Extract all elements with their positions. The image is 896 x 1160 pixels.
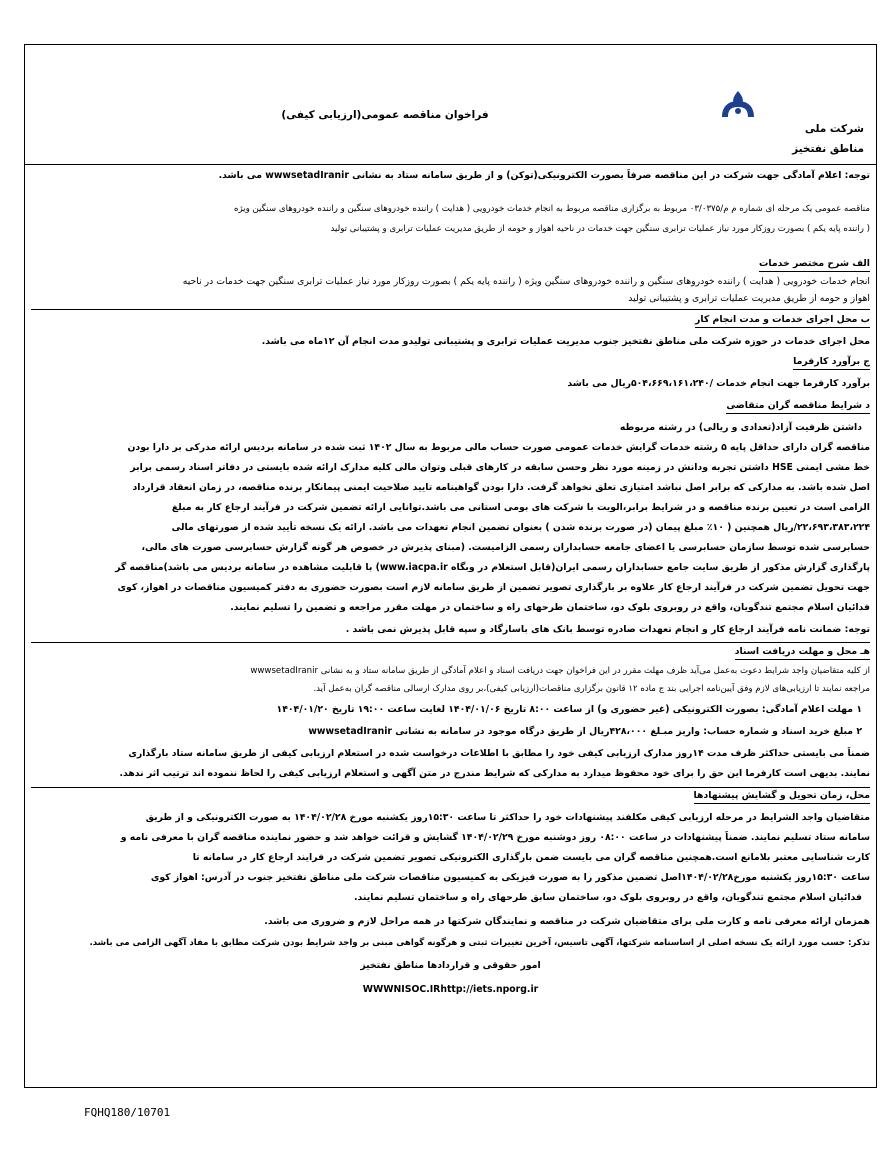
company-line-2: مناطق نفتخیز <box>792 143 864 155</box>
notice-header <box>25 45 876 165</box>
notice-line: الزامی است در تعیین برنده مناقصه و در شرایط برابر،الویت با شرکت های بومی استانی می باشد.توانایی ارائه تضمین شرکت در فرآیند ارجاع کار به مبلغ <box>171 502 870 513</box>
notice-line: حسابرسی شده توسط سازمان حسابرسی یا اعضای جامعه حسابداران رسمی الزامیست. (مبنای پذیرش در خصوص هر گونه گزارش حسابرسی صورت های مالی، <box>141 542 870 553</box>
notice-line: ۲۲،۶۹۳،۳۸۳،۲۲۴/ریال همچنین ( ۱۰٪ مبلغ پیمان (در صورت برنده شدن ) بعنوان تضمین انجام تعهدات می باشد. ارائه یک نسخه تأیید شده از صورتهای مالی <box>171 522 870 533</box>
notice-line: جهت تحویل تضمین شرکت در فرآیند ارجاع کار علاوه بر بارگذاری تصویر تضمین از طریق سامانه لازم است بصورت حضوری به دفتر کمیسیون مناقصات در اهواز، کوی <box>117 582 870 593</box>
notice-line: ضمناً می بایستی حداکثر ظرف مدت ۱۴روز مدارک ارزیابی کیفی خود را مطابق با اطلاعات درخواست شده در استعلام ارزیابی کیفی از طریق سامانه ستاد بارگذاری <box>128 748 870 759</box>
notice-line: اهواز و حومه از طریق مدیریت عملیات ترابری و پشتیبانی تولید <box>628 293 870 304</box>
notice-line: ۱ مهلت اعلام آمادگی: بصورت الکترونیکی (غیر حضوری و) از ساعت ۸:۰۰ تاریخ ۱۴۰۴/۰۱/۰۶ لغایت ساعت ۱۹:۰۰ تاریخ ۱۴۰۴/۰۱/۲۰ <box>276 704 862 715</box>
divider <box>31 787 870 788</box>
notice-frame <box>24 44 877 1088</box>
company-name <box>724 119 864 159</box>
website-line: WWWNISOC.IRhttp://iets.nporg.ir <box>362 984 539 995</box>
section-heading-d: د شرایط مناقصه گران متقاضی <box>31 399 870 414</box>
notice-body <box>31 165 870 1087</box>
document-code: FQHQ180/10701 <box>84 1106 171 1119</box>
notice-line: محل اجرای خدمات در حوزه شرکت ملی مناطق نفتخیز جنوب مدیریت عملیات ترابری و پشتیبانی تولیدو مدت انجام آن ۱۲ماه می باشد. <box>261 336 870 347</box>
notice-line: همزمان ارائه معرفی نامه و کارت ملی برای متقاضیان شرکت در مناقصه و نمایندگان شرکتها در همه مراحل لازم و ضروری می باشد. <box>264 916 870 927</box>
notice-line: ( راننده پایه یکم ) بصورت روزکار مورد نیاز عملیات ترابری سنگین جهت خدمات در ناحیه اهواز و حومه از طریق مدیریت عملیات ترابری و پشتیبانی تولید <box>330 224 870 234</box>
section-heading-b: ب محل اجرای خدمات و مدت انجام کار <box>31 313 870 328</box>
notice-line: توجه: اعلام آمادگی جهت شرکت در این مناقصه صرفاً بصورت الکترونیکی(توکن) و از طریق سامانه ستاد به نشانی wwwsetadIranir می باشد. <box>218 170 870 181</box>
notice-line: مناقصه گران دارای حداقل پایه ۵ رشته خدمات گرایش خدمات عمومی صورت حساب مالی مربوط به سال ۱۴۰۲ ثبت شده در سامانه بردیس ارائه مدرکی بر دارا بودن <box>127 442 870 453</box>
company-line-1: شرکت ملی <box>804 123 864 135</box>
nioc-logo-icon <box>718 89 758 119</box>
section-heading-a: الف شرح مختصر خدمات <box>31 257 870 272</box>
notice-line: انجام خدمات خودرویی ( هدایت ) راننده خودروهای سنگین و راننده خودروهای سنگین ویژه ( راننده پایه یکم ) بصورت روزکار مورد نیاز عملیات ترابری سنگین جهت خدمات در ناحیه <box>182 276 870 287</box>
notice-line: خط مشی ایمنی HSE داشتن تجربه ودانش در زمینه مورد نظر وحسن سابقه در کارهای قبلی وتوان مالی کلیه مدارک ارائه شده بایستی در دفاتر اسناد رسمی برابر <box>130 462 870 473</box>
notice-line: مناقصه عمومی یک مرحله ای شماره م م/۰۳/۰۳۷۵ مربوط به برگزاری مناقصه مربوط به انجام خدمات خودرویی ( هدایت ) راننده خودروهای سنگین و راننده خودروهای سنگین ویژه <box>233 204 870 214</box>
notice-line: کارت شناسایی معتبر بلامانع است.همچنین مناقصه گران می بایست ضمن بارگذاری الکترونیکی تصویر تضمین شرکت در فرایند ارجاع کار در سامانه تا <box>192 852 870 863</box>
section-heading-e: هـ محل و مهلت دریافت اسناد <box>31 645 870 660</box>
notice-line: مراجعه نمایند تا ارزیابی‌های لازم وفق آیین‌نامه اجرایی بند ج ماده ۱۲ قانون برگزاری مناقصات(ارزیابی کیفی)،بر روی مدارک ارسالی مناقصه گران به‌عمل آید. <box>313 684 870 694</box>
notice-line: تذکر: حسب مورد ارائه یک نسخه اصلی از اساسنامه شرکتها، آگهی تاسیس، آخرین تغییرات ثبتی و هرگونه گواهی مبنی بر واجد شرایط بودن شرکت مطابق با مفاد آگهی الزامی می باشد. <box>89 938 870 948</box>
notice-line: برآورد کارفرما جهت انجام خدمات /۵۰۴،۶۶۹،۱۶۱،۲۴۰ریال می باشد <box>567 378 870 389</box>
notice-line: فدائیان اسلام مجتمع تندگویان، واقع در روبروی بلوک دو، ساختمان سابق طرحهای راه و ساختمان تسلیم نمایند. <box>354 892 862 903</box>
notice-title: فراخوان مناقصه عمومی(ارزیابی کیفی) <box>281 109 489 121</box>
notice-line: داشتن ظرفیت آزاد(تعدادی و ریالی) در رشته مربوطه <box>619 422 862 433</box>
notice-line: توجه: ضمانت نامه فرآیند ارجاع کار و انجام تعهدات صادره توسط بانک های باسارگاد و سپه قابل پذیرش نمی باشد . <box>345 624 870 635</box>
notice-line: پارگذاری گزارش مذکور از طریق سایت جامع حسابداران رسمی ایران(قابل استعلام در وبگاه www.iacpa.ir) با قابلیت مشاهده در سامانه بردیس می باشد)مناقصه گر <box>115 562 870 573</box>
divider <box>31 309 870 310</box>
section-heading-c: ج برآورد کارفرما <box>31 355 870 370</box>
notice-line: از کلیه متقاضیان واجد شرایط دعوت به‌عمل می‌آید ظرف مهلت مقرر در این فراخوان جهت دریافت اسناد و اعلام آمادگی از طریق سامانه ستاد و به نشانی wwwsetadIranir <box>250 666 870 676</box>
notice-line: ساعت ۱۵:۳۰روز یکشنبه مورخ۱۴۰۴/۰۲/۲۸اصل تضمین مذکور را به صورت فیزیکی به کمیسیون مناقصات شرکت ملی مناطق نفتخیز جنوب در آدرس: اهواز کوی <box>150 872 870 883</box>
section-heading-f: محل، زمان تحویل و گشایش پیشنهادها <box>31 789 870 804</box>
notice-line: سامانه ستاد تسلیم نمایند. ضمناً پیشنهادات در ساعت ۰۸:۰۰ روز دوشنبه مورخ ۱۴۰۴/۰۲/۲۹ گشایش و قرائت خواهد شد و حضور نماینده مناقصه گران با معرفی نامه و <box>120 832 870 843</box>
divider <box>31 642 870 643</box>
notice-line: متقاضیان واجد الشرایط در مرحله ارزیابی کیفی مکلفند پیشنهادات خود را حداکثر تا ساعت ۱۵:۳۰روز یکشنبه مورخ ۱۴۰۴/۰۲/۲۸ به صورت الکترونیکی و از طریق <box>145 812 870 823</box>
notice-line: اصل شده باشد. به مدارکی که برابر اصل نباشد امتیازی تعلق نخواهد گرفت. دارا بودن گواهینامه تایید صلاحیت ایمنی پیمانکار برنده مناقصه، در زمان انعقاد قرارداد <box>132 482 870 493</box>
notice-line: نمایند. بدیهی است کارفرما این حق را برای خود محفوظ میدارد به مدارکی که شرایط مندرج در متن آگهی و استعلام ارزیابی کیفی را لحاظ ننموده اند ترتیب اثر ندهد. <box>119 768 870 779</box>
signature-line: امور حقوقی و قراردادها مناطق نفتخیز <box>360 960 541 971</box>
notice-line: ۲ مبلغ خرید اسناد و شماره حساب: واریز مبـلغ ۴۲۸،۰۰۰ریال از طریق درگاه موجود در سامانه به نشانی wwwsetadIranir <box>308 726 862 737</box>
notice-line: فدائیان اسلام مجتمع تندگویان، واقع در روبروی بلوک دو، ساختمان طرحهای راه و ساختمان در مهلت مقرر مراجعه و تضمین را تسلیم نمایند. <box>230 602 870 613</box>
